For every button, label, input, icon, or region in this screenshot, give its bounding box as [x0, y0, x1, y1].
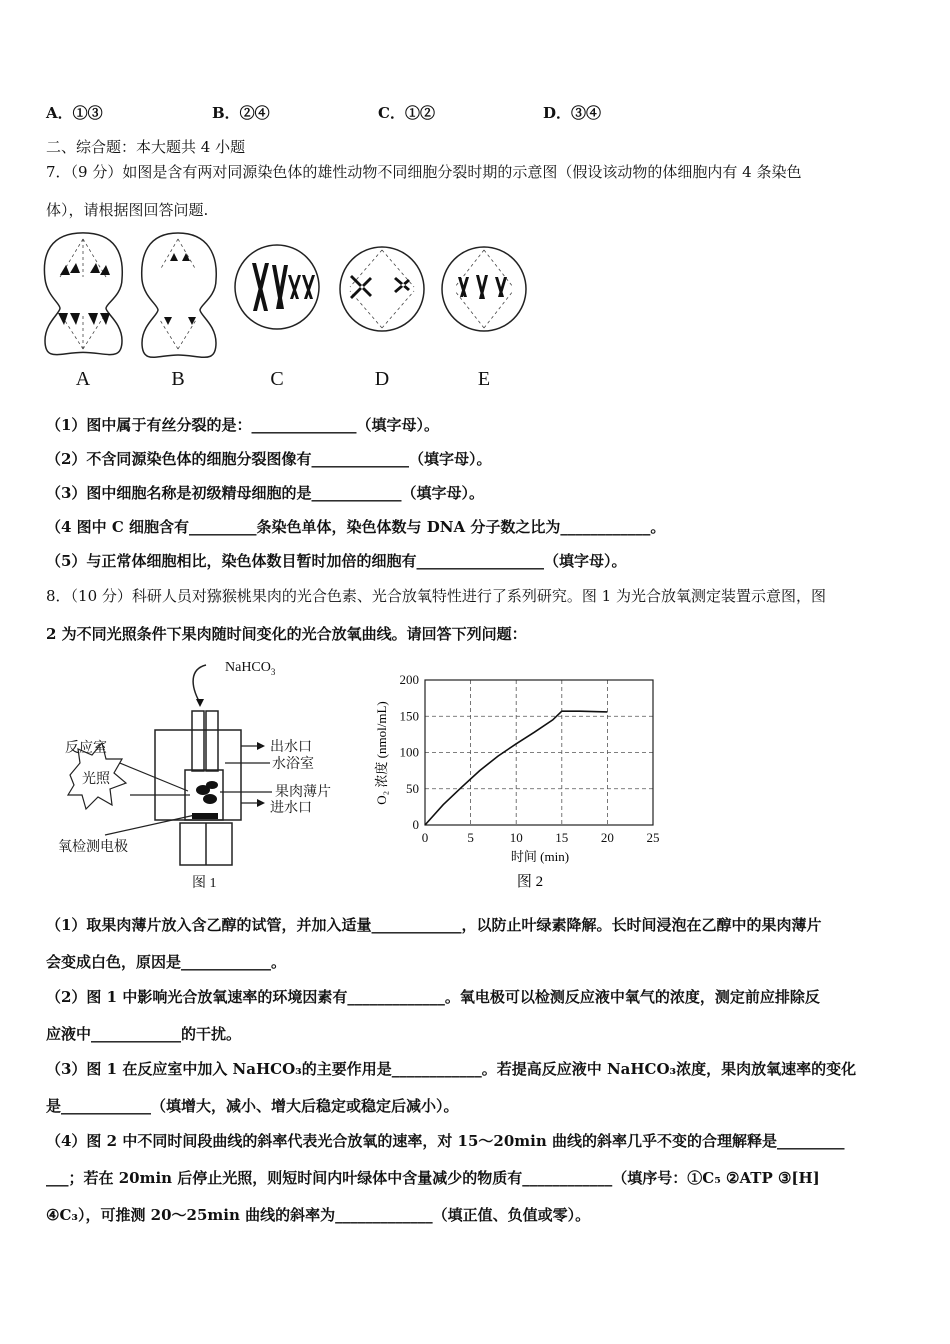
q8-sub2-a: （2）图 1 中影响光合放氧速率的环境因素有_____________。氧电极可以检测反应液中氧气的浓度，测定前应排除反	[46, 988, 820, 1006]
section-title: 二、综合题：本大题共 4 小题	[46, 138, 246, 156]
q7-sub4: （4 图中 C 细胞含有_________条染色单体，染色体数与 DNA 分子数之比为____________。	[46, 518, 666, 536]
x-axis-label: 时间 (min)	[510, 849, 570, 864]
cell-label-a: A	[75, 368, 91, 390]
cell-label-e: E	[477, 368, 491, 390]
label-water-bath: 水浴室	[272, 757, 314, 772]
q7-sub2: （2）不含同源染色体的细胞分裂图像有_____________（填字母）。	[46, 450, 492, 468]
y-tick-label: 100	[399, 744, 419, 760]
q8-line1: 8．（10 分）科研人员对猕猴桃果肉的光合色素、光合放氧特性进行了系列研究。图 1 为光合放氧测定装置示意图，图	[46, 587, 826, 605]
y-tick-label: 200	[399, 672, 419, 687]
q7-sub3: （3）图中细胞名称是初级精母细胞的是____________（填字母）。	[46, 484, 484, 502]
x-tick-label: 15	[555, 830, 569, 845]
q7-sub1: （1）图中属于有丝分裂的是：______________（填字母）。	[46, 416, 439, 434]
cell-label-d: D	[374, 368, 390, 390]
q8-sub3-b: 是____________（填增大，减小、增大后稳定或稳定后减小）。	[46, 1097, 459, 1115]
option-a: A．①③	[46, 104, 103, 122]
label-light: 光照	[82, 772, 110, 787]
q8-sub4-c: ④C₃），可推测 20～25min 曲线的斜率为_____________（填正值、负值或零）。	[46, 1206, 591, 1224]
label-nahco3: NaHCO$_3$	[225, 660, 276, 677]
x-tick-label: 25	[646, 830, 660, 845]
x-tick-label: 10	[509, 830, 523, 845]
q8-sub2-b: 应液中____________的干扰。	[46, 1025, 242, 1043]
option-c: C．①②	[378, 104, 435, 122]
y-tick-label: 0	[412, 817, 419, 832]
cell-division-figure	[40, 225, 540, 395]
chart-title: 图 2	[516, 874, 544, 890]
q8-sub4-b: ___；若在 20min 后停止光照，则短时间内叶绿体中含量减少的物质有____________（填序号：①C₅ ②ATP ③[H]	[46, 1169, 820, 1187]
q8-line2: 2 为不同光照条件下果肉随时间变化的光合放氧曲线。请回答下列问题：	[46, 625, 527, 643]
apparatus-figure	[40, 655, 350, 895]
x-tick-label: 0	[421, 830, 429, 845]
q8-sub4-a: （4）图 2 中不同时间段曲线的斜率代表光合放氧的速率，对 15～20min 曲线的斜率几乎不变的合理解释是_________	[46, 1132, 845, 1150]
y-axis-label: O₂ 浓度 (nmol/mL)	[374, 701, 389, 805]
fig1-caption: 图 1	[192, 876, 217, 891]
cell-label-b: B	[171, 368, 185, 390]
y-tick-label: 150	[399, 708, 419, 724]
q8-sub1-a: （1）取果肉薄片放入含乙醇的试管，并加入适量____________，以防止叶绿素降解。长时间浸泡在乙醇中的果肉薄片	[46, 916, 822, 934]
q7-sub5: （5）与正常体细胞相比，染色体数目暂时加倍的细胞有_________________（填字母）。	[46, 552, 627, 570]
label-fruit-slice: 果肉薄片	[275, 785, 331, 800]
q8-sub1-b: 会变成白色，原因是____________。	[46, 953, 287, 971]
label-inlet: 进水口	[270, 801, 312, 816]
q7-line1: 7．（9 分）如图是含有两对同源染色体的雄性动物不同细胞分裂时期的示意图（假设该动物的体细胞内有 4 条染色	[46, 163, 802, 181]
option-d: D．③④	[543, 104, 602, 122]
x-tick-label: 5	[467, 830, 474, 845]
label-electrode: 氧检测电极	[58, 840, 128, 855]
cell-label-c: C	[270, 368, 284, 390]
x-tick-label: 20	[600, 830, 614, 845]
label-reaction-chamber: 反应室	[65, 741, 107, 756]
q7-line2: 体），请根据图回答问题.	[46, 201, 209, 219]
o2-chart	[370, 668, 680, 893]
option-b: B．②④	[212, 104, 270, 122]
label-outlet: 出水口	[270, 740, 312, 755]
q8-sub3-a: （3）图 1 在反应室中加入 NaHCO₃的主要作用是____________。若提高反应液中 NaHCO₃浓度，果肉放氧速率的变化	[46, 1060, 857, 1078]
y-tick-label: 50	[406, 780, 419, 796]
